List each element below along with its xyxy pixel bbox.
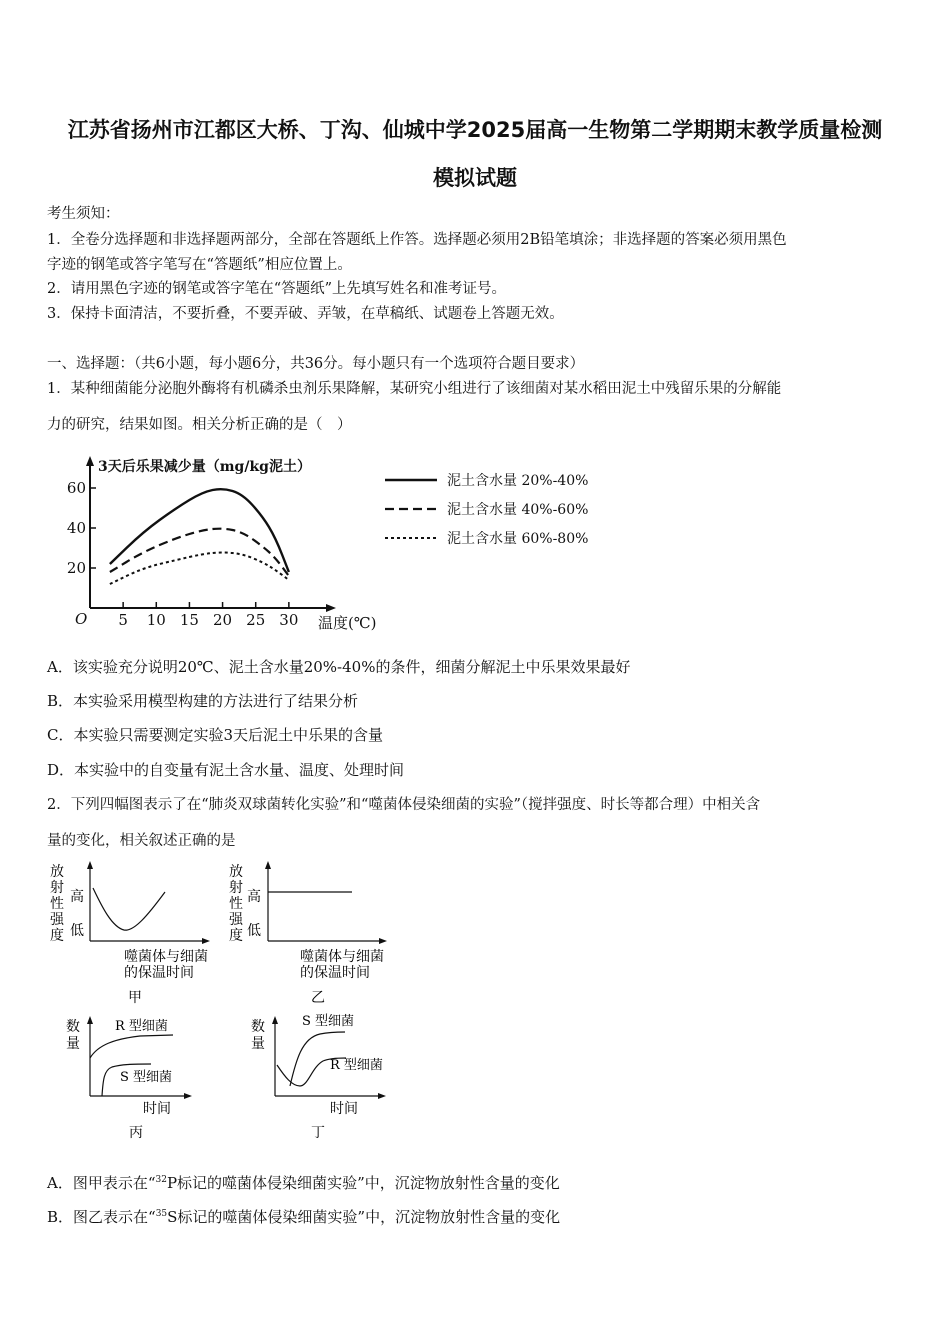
x-tick-label: 20 — [213, 611, 233, 629]
notice-item-3: 3．保持卡面清洁，不要折叠，不要弄破、弄皱，在草稿纸、试题卷上答题无效。 — [47, 306, 564, 322]
ylabel-char: 数 — [251, 1019, 265, 1035]
y-axis-label: 3天后乐果减少量（mg/kg泥土） — [98, 459, 311, 475]
q2-stem-cont: 量的变化，相关叙述正确的是 — [47, 833, 236, 849]
y-tick-label: 20 — [66, 559, 86, 577]
ylabel-char: 性 — [229, 896, 243, 912]
y-axis-arrow — [86, 456, 94, 466]
q2-option-b-isotope: 35 — [155, 1209, 168, 1219]
notice-item-1: 1．全卷分选择题和非选择题两部分，全部在答题纸上作答。选择题必须用2B铅笔填涂；非选择题的答案必须用黑色 — [47, 232, 787, 248]
q1-option-d[interactable]: D．本实验中的自变量有泥土含水量、温度、处理时间 — [47, 761, 405, 779]
q1-option-c[interactable]: C．本实验只需要测定实验3天后泥土中乐果的含量 — [47, 726, 384, 744]
ylabel-char: 射 — [50, 880, 64, 896]
ylabel-char: 性 — [50, 896, 64, 912]
arrow — [378, 1093, 386, 1099]
q2-option-a-isotope: 32 — [155, 1175, 167, 1185]
xlabel: 的保温时间 — [300, 965, 370, 981]
series-line-dashed — [110, 529, 289, 576]
ylabel-char: 强 — [50, 912, 64, 928]
panel-label: 甲 — [128, 990, 142, 1006]
q2-figures — [40, 855, 420, 1145]
x-axis-arrow — [326, 604, 336, 612]
ylabel-char: 放 — [50, 864, 64, 880]
page-title-line2: 模拟试题 — [433, 166, 517, 190]
x-axis-label: 温度(℃) — [318, 614, 377, 632]
ylabel-char: 强 — [229, 912, 243, 928]
legend-label: 泥土含水量 60%-80% — [447, 531, 589, 547]
curve-r — [90, 1035, 173, 1058]
ylabel-char: 放 — [229, 864, 243, 880]
q2-stem: 2．下列四幅图表示了在“肺炎双球菌转化实验”和“噬菌体侵染细菌的实验”（搅拌强度、时长等都合理）中相关含 — [47, 797, 761, 813]
curve-jia — [93, 888, 165, 930]
legend-label: 泥土含水量 20%-40% — [447, 473, 589, 489]
q1-stem-cont: 力的研究，结果如图。相关分析正确的是（ ） — [47, 417, 352, 433]
q1-chart — [60, 450, 640, 635]
xlabel: 噬菌体与细菌 — [124, 949, 208, 965]
q2-option-a[interactable] — [47, 1172, 560, 1193]
q2-option-a-post: P标记的噬菌体侵染细菌实验”中，沉淀物放射性含量的变化 — [166, 1174, 560, 1192]
ylabel-char: 数 — [66, 1019, 80, 1035]
panel-jia — [50, 861, 210, 1006]
arrow — [272, 1016, 278, 1024]
label-r: R 型细菌 — [330, 1058, 383, 1073]
q1-stem: 1．某种细菌能分泌胞外酶将有机磷杀虫剂乐果降解，某研究小组进行了该细菌对某水稻田泥土中残留乐果的分解能 — [47, 381, 782, 397]
panel-label: 丙 — [129, 1125, 143, 1141]
x-tick-label: 30 — [279, 611, 299, 629]
label-r: R 型细菌 — [115, 1019, 168, 1034]
notice-item-1-cont: 字迹的钢笔或答字笔写在“答题纸”相应位置上。 — [47, 257, 352, 273]
arrow — [265, 861, 271, 869]
tick-low: 低 — [247, 923, 261, 939]
x-tick-label: 25 — [246, 611, 266, 629]
arrow — [87, 861, 93, 869]
xlabel: 时间 — [330, 1101, 358, 1117]
panel-yi — [229, 861, 387, 1006]
x-tick-label: 10 — [146, 611, 166, 629]
tick-low: 低 — [70, 923, 84, 939]
ylabel-char: 度 — [50, 928, 64, 944]
arrow — [184, 1093, 192, 1099]
arrow — [379, 938, 387, 944]
y-tick-label: 40 — [66, 519, 86, 537]
arrow — [87, 1016, 93, 1024]
panel-bing — [66, 1016, 192, 1141]
y-tick-label: 60 — [66, 479, 86, 497]
q2-option-b-post: S标记的噬菌体侵染细菌实验”中，沉淀物放射性含量的变化 — [167, 1208, 561, 1226]
ylabel-char: 量 — [66, 1036, 80, 1052]
label-s: S 型细菌 — [302, 1014, 355, 1029]
x-tick-label: 15 — [179, 611, 199, 629]
tick-high: 高 — [247, 889, 261, 905]
xlabel: 时间 — [143, 1101, 171, 1117]
xlabel: 的保温时间 — [124, 965, 194, 981]
q2-option-b-pre: B．图乙表示在“ — [47, 1208, 156, 1226]
notice-heading: 考生须知： — [47, 206, 120, 222]
ylabel-char: 量 — [251, 1036, 265, 1052]
page-title: 江苏省扬州市江都区大桥、丁沟、仙城中学2025届高一生物第二学期期末教学质量检测 — [67, 118, 883, 142]
notice-item-2: 2．请用黑色字迹的钢笔或答字笔在“答题纸”上先填写姓名和准考证号。 — [47, 281, 507, 297]
panel-label: 丁 — [311, 1125, 325, 1141]
q2-option-b[interactable] — [47, 1206, 560, 1227]
q1-option-a[interactable]: A．该实验充分说明20℃、泥土含水量20%-40%的条件，细菌分解泥土中乐果效果最好 — [47, 658, 631, 676]
panel-ding — [251, 1013, 386, 1141]
arrow — [202, 938, 210, 944]
tick-high: 高 — [70, 889, 84, 905]
q1-option-b[interactable]: B．本实验采用模型构建的方法进行了结果分析 — [47, 692, 359, 710]
ylabel-char: 度 — [229, 928, 243, 944]
xlabel: 噬菌体与细菌 — [300, 949, 384, 965]
legend-label: 泥土含水量 40%-60% — [447, 502, 589, 518]
origin-label: O — [75, 610, 88, 628]
ylabel-char: 射 — [229, 880, 243, 896]
panel-label: 乙 — [311, 990, 325, 1006]
section-heading: 一、选择题：（共6小题，每小题6分，共36分。每小题只有一个选项符合题目要求） — [47, 356, 585, 372]
q2-option-a-pre: A．图甲表示在“ — [47, 1174, 156, 1192]
x-tick-label: 5 — [118, 611, 128, 629]
label-s: S 型细菌 — [120, 1070, 173, 1085]
